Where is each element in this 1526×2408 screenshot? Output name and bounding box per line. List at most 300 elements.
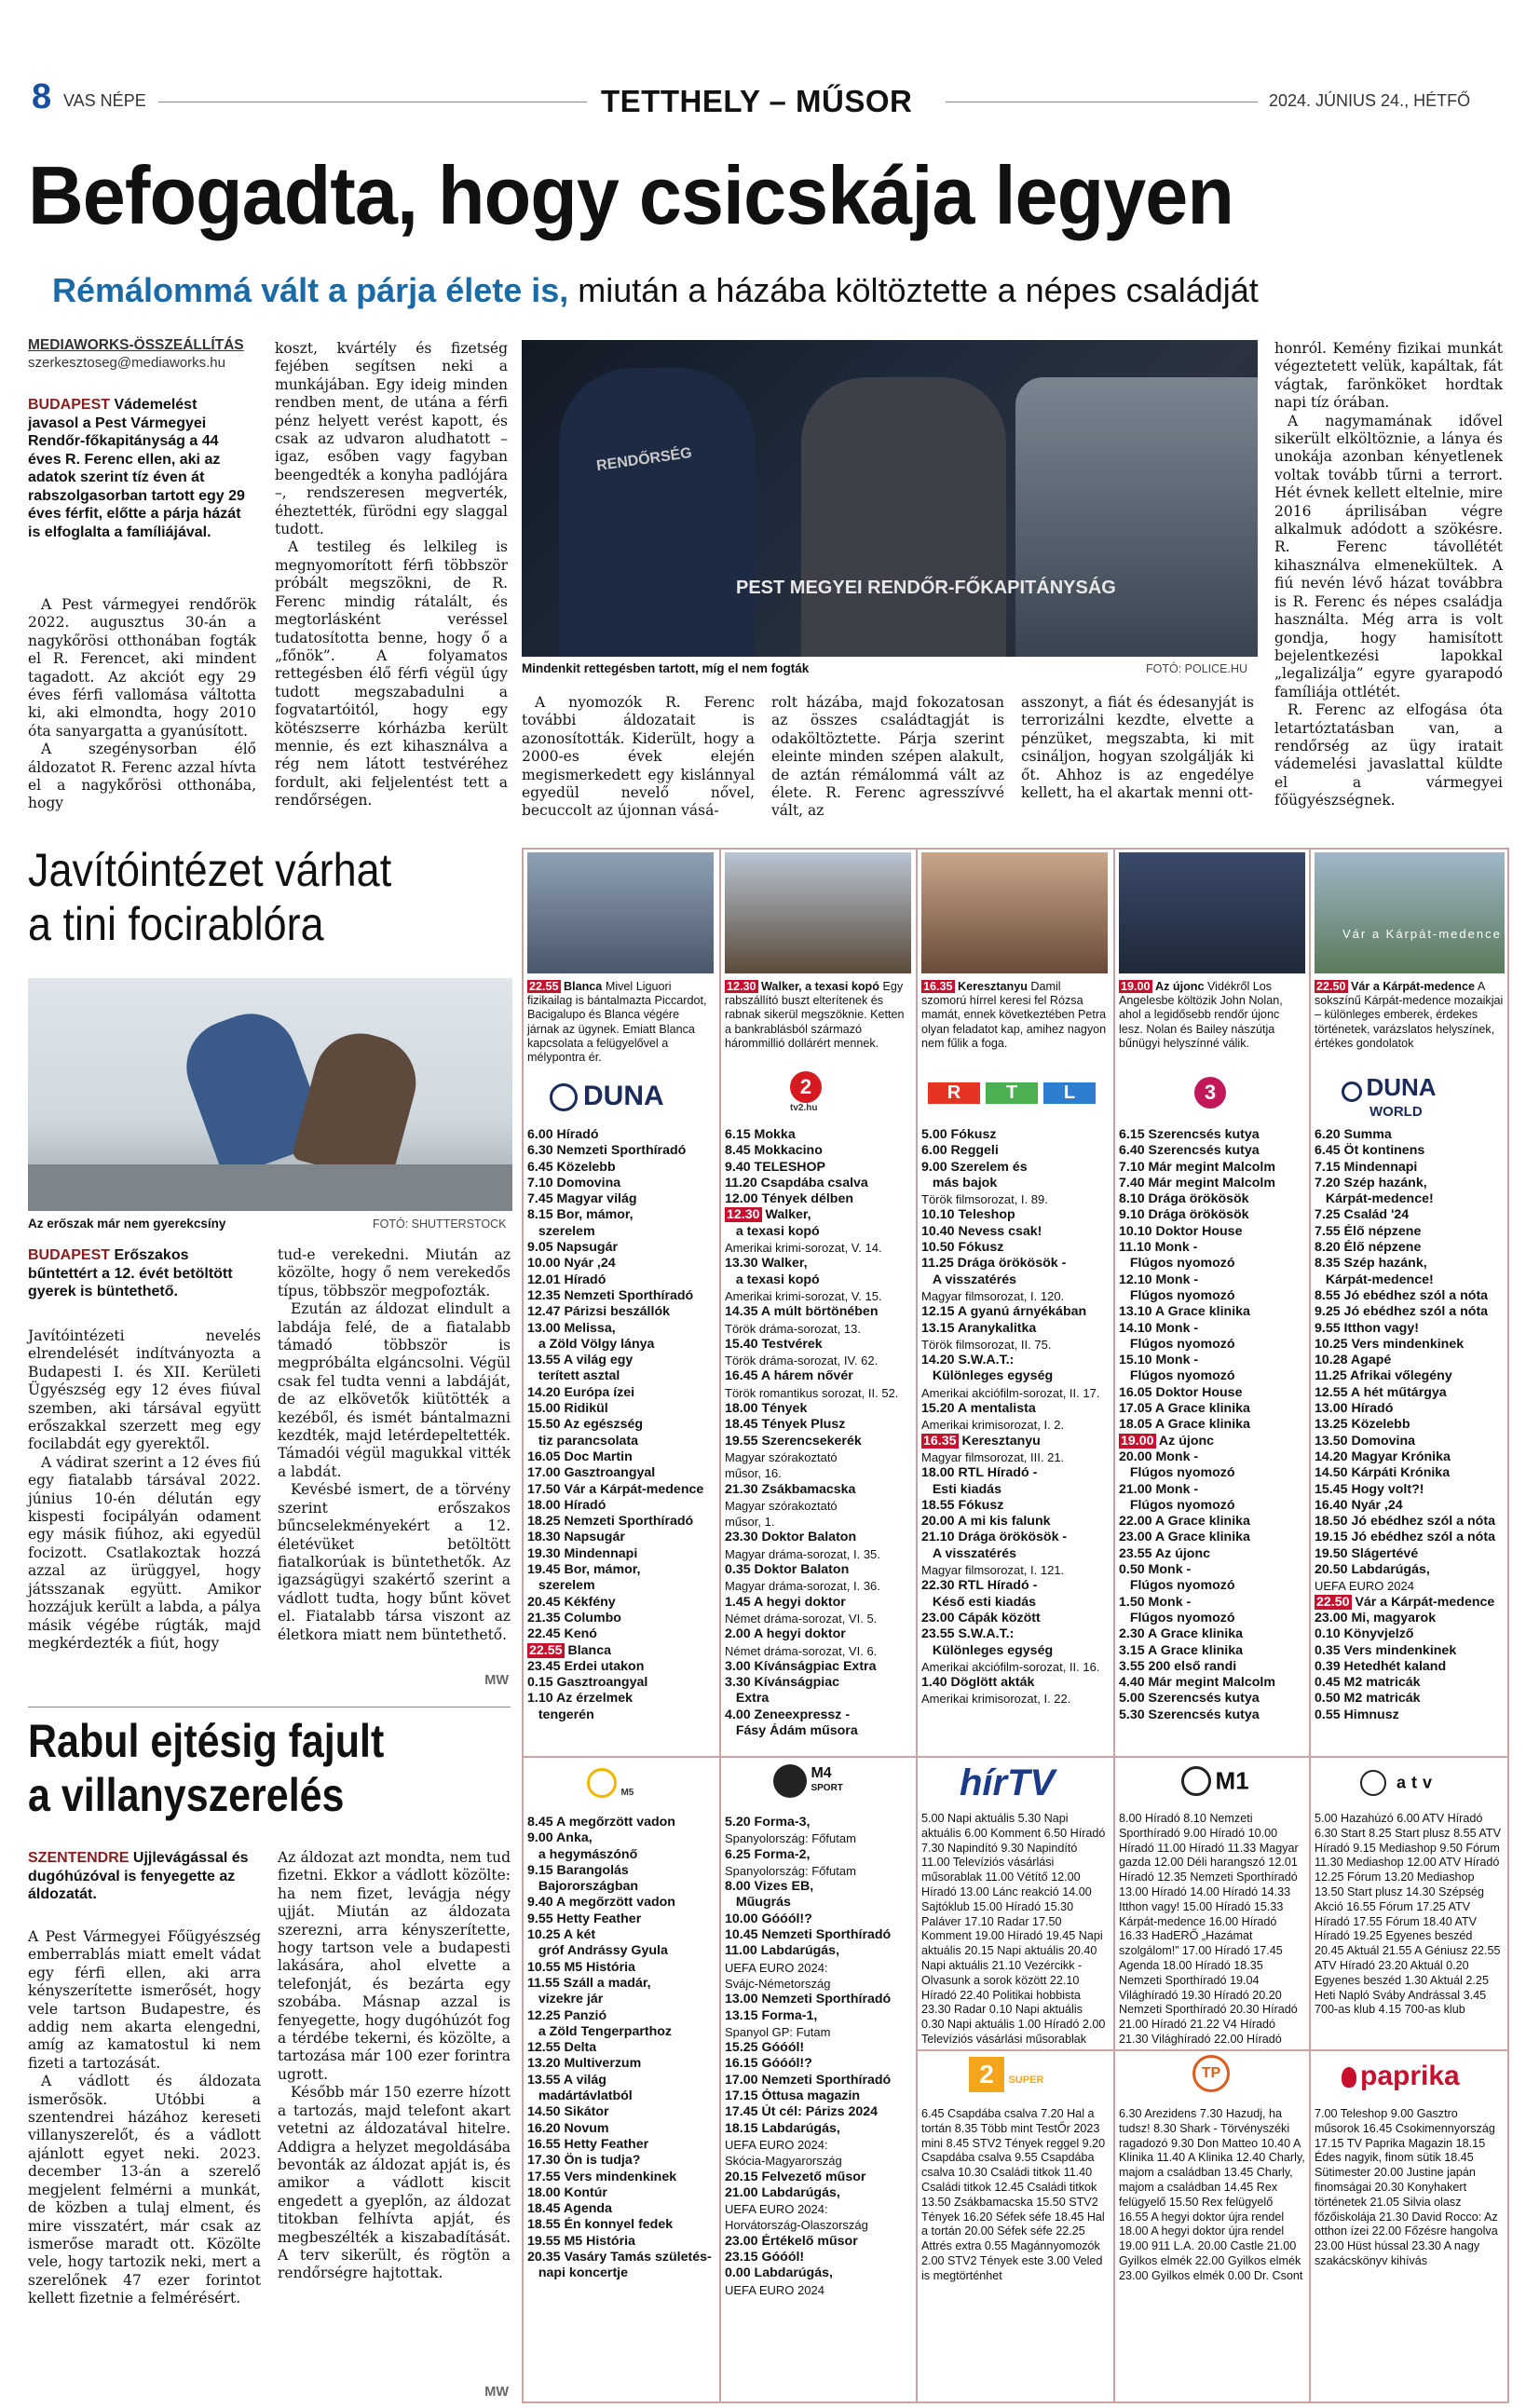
listing-entry: 4.00 Zeneexpressz - (725, 1707, 851, 1722)
main-col-4 (771, 694, 1004, 821)
promo-title: Vár a Kárpát-medence (1351, 980, 1476, 993)
paragraph: A nyomozók R. Ferenc további áldozatait is azonosították. Kiderült, hogy a 2000-es évek elején megismerkedett egy kislánnyal egyedül nevelő nővel, becuccolt az újonnan vásá- (522, 694, 755, 820)
listing-entry: Műugrás (725, 1895, 791, 1911)
promo-text: Egy rabszállító buszt elterítenek és rabnak sikerül megszöknie. Ketten a bankrablásból származó hárommillió dollárért mennek. (725, 980, 905, 1050)
channel-name: M4 (811, 1765, 832, 1781)
super-icon: 2 (969, 2057, 1004, 2092)
paragraph: Kevésbé ismert, de a törvény szerint erőszakos bűncselekményekért a 12. életévüket betöltött fiatalkorúak is büntethetők. Az igazságügyi szakértő szerint a vádlott tudta, hogy bűnt követ el. Fiatalabb társa viszont az életkora miatt nem büntethető. (278, 1481, 511, 1643)
listing-entry: 17.05 A Grace klinika (1119, 1401, 1250, 1417)
listing-entry: Flúgos nyomozó (1119, 1287, 1235, 1303)
listing-entry: Amerikai krimisorozat, I. 2. (921, 1418, 1065, 1433)
listing-entry: 7.55 Élő népzene (1315, 1223, 1422, 1239)
listing-tv2 (725, 1127, 911, 1739)
listing-entry: 8.55 Jó ebédhez szól a nóta (1315, 1287, 1489, 1303)
channel-logo-rtl3 (1194, 1077, 1226, 1109)
listing-entry: 6.00 Reggeli (921, 1143, 999, 1159)
listing-entry: 2.30 A Grace klinika (1119, 1626, 1244, 1642)
channel-logo-hirtv: hírTV (960, 1762, 1056, 1803)
listing-entry: 23.30 Doktor Balaton (725, 1530, 857, 1545)
rtl-l-icon: L (1043, 1082, 1096, 1104)
listing-entry: 7.15 Mindennapi (1315, 1159, 1418, 1175)
listing-entry: Amerikai krimi-sorozat, V. 15. (725, 1288, 882, 1303)
listing-entry: 17.55 Vers mindenkinek (527, 2169, 677, 2184)
listing-entry: 6.20 Summa (1315, 1127, 1392, 1142)
promo-photo-karpat (1315, 852, 1505, 973)
listing-entry: a texasi kopó (725, 1223, 820, 1239)
channel-subname: WORLD (1369, 1104, 1423, 1120)
promo-keresztanyu (921, 980, 1108, 1051)
promo-text: Vidékről Los Angelesbe költözik John Nolan, ahol a legidősebb rendőr újonc lesz. Nolan és Bailey nászútja bűnügyi helyszínné válik. (1119, 980, 1283, 1050)
listing-entry: 8.45 Mokkacino (725, 1143, 823, 1159)
paragraph: Ezután az áldozat elindult a labdája felé, de a fiatalabb támadó többször is megpróbálta elgáncsolni. Végül csak fel tudta venni a labdáját, de az elkövetők kiütötték a kezéből, és ismét bántalmazni kezdték, majd letérdepeltették. Támadói végül magukkal vitték a labdát. (278, 1300, 511, 1480)
listing-entry: 20.35 Vasáry Tamás születés- (527, 2250, 712, 2265)
listing-entry: 18.00 Tények (725, 1401, 808, 1417)
story3-col-2 (278, 1849, 511, 2283)
listing-entry: 20.50 Labdarúgás, (1315, 1562, 1430, 1578)
listing-entry: 18.00 RTL Híradó - (921, 1465, 1038, 1481)
listing-entry: 22.55 Blanca (529, 1642, 611, 1658)
promo-photo-keresztanyu (921, 852, 1108, 973)
story2-signature: MW (484, 1673, 509, 1688)
story2-caption: Az erőszak már nem gyerekcsíny (28, 1217, 226, 1231)
listing-entry: 9.00 Anka, (527, 1830, 593, 1846)
listing-entry: UEFA EURO 2024 (725, 2282, 824, 2297)
listing-entry: 14.50 Sikátor (527, 2104, 609, 2120)
photo-suspect (801, 377, 1006, 657)
tv-vline-3 (1113, 848, 1115, 2403)
listing-entry: 19.00 Az újonc (1121, 1433, 1215, 1449)
lead-city: BUDAPEST (28, 1247, 111, 1263)
listing-entry: 17.00 Nemzeti Sporthíradó (725, 2072, 892, 2088)
listing-entry: 3.00 Kívánságpiac Extra (725, 1658, 877, 1674)
listing-entry: a hegymászónő (527, 1846, 638, 1862)
channel-name: M5 (620, 1788, 634, 1798)
channel-logo-duna (550, 1081, 664, 1112)
listing-entry: 5.00 Fókusz (921, 1127, 997, 1142)
listing-entry: 14.20 Európa ízei (527, 1384, 635, 1400)
listing-entry: 19.55 M5 História (527, 2233, 635, 2249)
listing-entry: Magyar szórakoztató (725, 1498, 838, 1513)
main-col-1 (28, 596, 256, 813)
promo-photo-ujonc (1119, 852, 1305, 973)
listing-entry: 15.45 Hogy volt?! (1315, 1481, 1424, 1497)
listing-entry: 0.10 Könyvjelző (1315, 1626, 1414, 1642)
subheadline-highlight: Rémálommá vált a párja élete is, (52, 271, 569, 309)
listing-entry: 6.45 Közelebb (527, 1159, 616, 1175)
listing-entry: 10.45 Nemzeti Sporthíradó (725, 1927, 892, 1943)
listing-rtl (921, 1127, 1108, 1707)
listing-entry: Flúgos nyomozó (1119, 1256, 1235, 1272)
listing-entry: Skócia-Magyarország (725, 2154, 842, 2169)
listing-entry: 13.30 Walker, (725, 1256, 808, 1272)
promo-ujonc (1119, 980, 1305, 1051)
listing-entry: 12.01 Híradó (527, 1272, 606, 1287)
channel-logo-rtl (928, 1082, 1096, 1104)
listing-entry: Amerikai akciófilm-sorozat, II. 16. (921, 1659, 1100, 1674)
story2-headline-line2: a tini focirablóra (28, 898, 324, 950)
listing-entry: 11.20 Csapdába csalva (725, 1175, 868, 1190)
story2-lead (28, 1246, 261, 1301)
listing-entry: Flúgos nyomozó (1119, 1336, 1235, 1352)
photo-vest-text: RENDŐRSÉG (595, 444, 693, 475)
listing-entry: 9.15 Barangolás (527, 1862, 629, 1878)
listing-m4 (725, 1815, 911, 2298)
channel-logo-tv2 (790, 1071, 822, 1113)
m4-icon (773, 1764, 807, 1798)
listing-entry: 10.00 Góóól!? (725, 1911, 812, 1926)
listing-entry: 18.05 A Grace klinika (1119, 1417, 1250, 1433)
listing-entry: 18.30 Napsugár (527, 1530, 625, 1545)
listing-entry: 18.00 Híradó (527, 1497, 606, 1513)
listing-entry: 7.40 Már megint Malcolm (1119, 1175, 1275, 1190)
listing-entry: napi koncertje (527, 2265, 629, 2281)
listing-duna (527, 1127, 714, 1723)
listing-entry: 9.00 Szerelem és (921, 1159, 1028, 1175)
listing-entry: 9.10 Drága örökösök (1119, 1207, 1249, 1223)
story3-signature: MW (484, 2385, 509, 2400)
tv-hline-1 (522, 1756, 1509, 1758)
listing-entry: 6.30 Nemzeti Sporthíradó (527, 1143, 687, 1159)
listing-entry: Német dráma-sorozat, VI. 6. (725, 1643, 878, 1658)
listing-entry: Magyar filmsorozat, III. 21. (921, 1449, 1065, 1464)
listing-entry: műsor, 1. (725, 1515, 775, 1530)
listing-entry: gróf Andrássy Gyula (527, 1943, 668, 1959)
listing-entry: 13.25 Közelebb (1315, 1417, 1410, 1433)
listing-entry: 9.55 Itthon vagy! (1315, 1320, 1419, 1336)
listing-entry: 21.00 Labdarúgás, (725, 2184, 840, 2200)
listing-entry: 16.05 Doc Martin (527, 1449, 633, 1464)
listing-entry: UEFA EURO 2024 (1315, 1579, 1414, 1594)
listing-entry: Magyar filmsorozat, I. 121. (921, 1563, 1065, 1578)
channel-logo-super (969, 2057, 1043, 2092)
paragraph: R. Ferenc az elfogása óta letartóztatásban van, a rendőrség az ügy iratait vádemelési javaslattal küldte el a vármegyei főügyészségnek. (1274, 701, 1503, 809)
listing-entry: 15.25 Góóól! (725, 2040, 805, 2056)
photo-boy-2 (291, 1023, 426, 1184)
listing-entry: Flúgos nyomozó (1119, 1368, 1235, 1384)
listing-entry: Német dráma-sorozat, VI. 5. (725, 1611, 878, 1626)
listing-entry: A visszatérés (921, 1545, 1016, 1561)
listing-entry: 12.55 Delta (527, 2040, 597, 2056)
photo-car (1015, 377, 1258, 657)
listing-entry: Spanyol GP: Futam (725, 2024, 831, 2039)
listing-entry: 23.45 Erdei utakon (527, 1658, 645, 1674)
listing-entry: 12.55 A hét műtárgya (1315, 1384, 1447, 1400)
listing-entry: 1.45 A hegyi doktor (725, 1594, 846, 1610)
tv-vline-2 (916, 848, 918, 2403)
listing-entry: 18.55 Én konnyel fedek (527, 2217, 674, 2233)
listing-entry: 0.39 Hetedhét kaland (1315, 1658, 1447, 1674)
listing-entry: tengerén (527, 1707, 594, 1722)
listing-entry: 10.55 M5 História (527, 1959, 635, 1975)
listing-entry: 22.30 RTL Híradó - (921, 1578, 1038, 1594)
listing-entry: 15.10 Monk - (1119, 1353, 1199, 1368)
highlight-time: 19.00 (1121, 1433, 1154, 1449)
listing-entry: 9.40 A megőrzött vadon (527, 1895, 675, 1911)
listing-entry: madártávlatból (527, 2088, 633, 2104)
rtl-r-icon: R (928, 1082, 980, 1104)
listing-entry: 22.45 Kenó (527, 1626, 597, 1642)
listing-entry: 11.25 Drága örökösök - (921, 1256, 1067, 1272)
listing-entry: 0.35 Doktor Balaton (725, 1562, 850, 1578)
photo-ground (28, 1164, 512, 1211)
story3-headline-line2: a villanyszerelés (28, 1769, 345, 1821)
listing-tp: 6.30 Arezidens 7.30 Hazudj, ha tudsz! 8.30 Shark - Törvényszéki ragadozó 9.30 Don Matteo 10.40 A Klinika 11.40 A Klinika 12.40 Charly, majom a családban 13.45 Charly, majom a családban 14.45 Rex felügyelő 15.50 Rex felügyelő 16.55 A hegyi doktor újra rendel 18.00 A hegyi doktor újra rendel 19.00 911 L.A. 20.00 Castle 21.00 Gyilkos elmék 22.00 Gyilkos elmék 23.00 Gyilkos elmék 0.00 Dr. Csont (1119, 2107, 1305, 2282)
listing-entry: 7.45 Magyar világ (527, 1191, 637, 1207)
listing-entry: 23.00 Értékelő műsor (725, 2233, 858, 2249)
paragraph: asszonyt, a fiát és édesanyját is terrorizálni kezdte, elvette a pénzüket, megszabta, ki mit csináljon, hogyan szolgálják ki őt. Ahhoz is az engedélye kellett, ha el akartak menni ott- (1021, 694, 1254, 802)
paragraph: A Pest vármegyei rendőrök 2022. augusztus 30-án a nagykőrösi otthonában fogták el R. Ferencet, aki mindent tagadott. Az akciót egy 29 éves férfi vallomása váltotta ki, aki elmondta, hogy 2010 óta sanyargatta a gyanúsított. (28, 596, 256, 740)
listing-entry: 23.00 Mi, magyarok (1315, 1610, 1437, 1626)
listing-entry: 16.35 Keresztanyu (923, 1433, 1041, 1449)
paper-name: VAS NÉPE (63, 91, 146, 110)
listing-entry: 12.35 Nemzeti Sporthíradó (527, 1287, 694, 1303)
listing-entry: Török dráma-sorozat, 13. (725, 1321, 861, 1336)
promo-time: 22.50 (1316, 980, 1346, 993)
lead-text: Erőszakos bűntettért a 12. évét betöltött gyerek is büntethető. (28, 1247, 233, 1299)
listing-entry: 19.30 Mindennapi (527, 1545, 638, 1561)
main-photo (522, 340, 1258, 657)
promo-blanca (527, 980, 714, 1065)
listing-entry: 10.10 Doktor House (1119, 1223, 1243, 1239)
listing-entry: 6.15 Mokka (725, 1127, 796, 1142)
listing-entry: szerelem (527, 1223, 595, 1239)
listing-entry: Amerikai krimisorozat, I. 22. (921, 1692, 1071, 1707)
listing-entry: Fásy Ádám műsora (725, 1722, 858, 1738)
story2-credit: FOTÓ: SHUTTERSTOCK (373, 1218, 507, 1231)
listing-entry: 10.00 Nyár ,24 (527, 1256, 616, 1272)
listing-entry: 6.40 Szerencsés kutya (1119, 1143, 1260, 1159)
channel-name: SUPER (1008, 2075, 1044, 2086)
tp-icon: TP (1192, 2055, 1230, 2092)
listing-entry: 10.40 Nevess csak! (921, 1223, 1042, 1239)
listing-entry: Török filmsorozat, II. 75. (921, 1337, 1052, 1352)
listing-entry: Kárpát-medence! (1315, 1191, 1434, 1207)
promo-time: 12.30 (727, 980, 756, 993)
listing-entry: 16.40 Nyár ,24 (1315, 1497, 1403, 1513)
listing-super: 6.45 Csapdába csalva 7.20 Hal a tortán 8.35 Több mint TestŐr 2023 mini 8.45 STV2 Tények reggel 9.20 Csapdába csalva 9.55 Csapdába csalva 10.30 Családi titkok 11.40 Családi titkok 12.45 Családi titkok 13.50 Zsákbamacska 15.50 STV2 Tények 16.20 Séfek séfe 18.45 Hal a tortán 20.00 Séfek séfe 22.25 Attrés extra 0.55 Magánnyomozók 2.00 STV2 Tények este 3.00 Veled is megtörténhet (921, 2107, 1106, 2282)
listing-entry: 13.20 Multiverzum (527, 2056, 642, 2072)
listing-entry: 17.15 Óttusa magazin (725, 2088, 861, 2104)
listing-entry: 14.20 S.W.A.T.: (921, 1353, 1015, 1368)
channel-name: DUNA (583, 1081, 664, 1111)
listing-entry: Flúgos nyomozó (1119, 1497, 1235, 1513)
listing-rtl3 (1119, 1127, 1305, 1723)
listing-entry: 12.15 A gyanú árnyékában (921, 1304, 1087, 1320)
main-photo-caption: Mindenkit rettegésben tartott, míg el nem fogták (522, 661, 810, 675)
listing-entry: 16.45 A hárem nővér (725, 1368, 853, 1384)
listing-paprika: 7.00 Teleshop 9.00 Gasztro műsorok 16.45 Csokimennyország 17.15 TV Paprika Magazin 18.15 Édes nagyik, finom sütik 18.45 Sütimester 20.00 Justine japán finomságai 20.30 Konyhakert történetek 21.05 Silvia olasz főzőiskolája 21.30 David Rocco: Az otthon ízei 22.00 Főzésre hangolva 23.00 Hüst hússal 23.30 A nagy szakácskönyv kihívás (1315, 2107, 1498, 2267)
listing-entry: 23.15 Góóól! (725, 2250, 805, 2265)
listing-entry: 0.50 M2 matricák (1315, 1691, 1421, 1707)
channel-logo-m4 (773, 1764, 843, 1798)
paragraph: honról. Kemény fizikai munkát végeztetett velük, kapáltak, fát vágtak, farönköket hordtak napi tíz órában. (1274, 340, 1503, 412)
listing-entry: Török romantikus sorozat, II. 52. (725, 1385, 899, 1400)
paragraph: Javítóintézeti nevelés elrendelését indítványozta a Budapesti I. és XII. Kerületi Ügyészség egy 12 éves fiúval szemben, aki társával együtt erőszakkal szerzett meg egy focilabdát egy gyerektől. (28, 1327, 261, 1453)
promo-text: Mivel Liguori fizikailag is bántalmazta Piccardot, Bacigalupo és Blanca végére járnak az ügynek. Emiatt Blanca kapcsolata a felügyelővel a mélypontra ér. (527, 980, 707, 1065)
listing-entry: 8.20 Élő népzene (1315, 1240, 1422, 1256)
listing-entry: 7.20 Szép hazánk, (1315, 1175, 1427, 1190)
listing-entry: 0.00 Labdarúgás, (725, 2265, 833, 2281)
listing-entry: 8.35 Szép hazánk, (1315, 1256, 1427, 1272)
listing-entry: 8.00 Vizes EB, (725, 1879, 814, 1895)
story2-col-1 (28, 1327, 261, 1653)
listing-entry: 21.30 Zsákbamacska (725, 1481, 856, 1497)
paragraph: A nagymamának idővel sikerült elköltöznie, a lánya és unokája azonban kényetlenek voltak tovább tűrni a terrort. Hét évnek kellett eltelnie, mire 2016 áprilisában végre alkalmuk adódott a szökésre. R. Ferenc távollétét kihasználva elmenekültek. A fiú nevén lévő házat továbbra is R. Ferenc és népes családja használta. Még arra is volt gondja, hogy hamisított bejelentkezési lapokkal „legalizálja” egyre gyarapodó famíliája ottlétét. (1274, 412, 1503, 701)
listing-entry: 13.50 Domovina (1315, 1433, 1416, 1449)
listing-entry: 8.45 A megőrzött vadon (527, 1815, 675, 1830)
listing-entry: 1.50 Monk - (1119, 1594, 1192, 1610)
listing-entry: 11.55 Száll a madár, (527, 1975, 651, 1991)
listing-entry: 6.15 Szerencsés kutya (1119, 1127, 1260, 1142)
listing-entry: a Zöld Völgy lánya (527, 1336, 655, 1352)
listing-entry: 5.00 Szerencsés kutya (1119, 1691, 1260, 1707)
listing-entry: 16.55 Hetty Feather (527, 2136, 649, 2152)
listing-entry: 5.30 Szerencsés kutya (1119, 1707, 1260, 1722)
highlight-time: 12.30 (727, 1207, 760, 1223)
channel-logo-tp (1192, 2055, 1230, 2092)
m5-icon (587, 1768, 617, 1798)
listing-entry: 22.00 A Grace klinika (1119, 1514, 1250, 1530)
story3-col-1 (28, 1928, 261, 2308)
listing-hirtv: 5.00 Napi aktuális 5.30 Napi aktuális 6.00 Komment 6.50 Híradó 7.30 Napindító 9.30 Napindító 11.00 Televíziós vásárlási műsorablak 11.00 Vétítő 12.00 Híradó 13.00 Lánc reakció 14.00 Sajtóklub 15.00 Híradó 15.30 Paláver 17.10 Radar 17.50 Komment 19.00 Híradó 19.45 Napi aktuális 20.15 Napi aktuális 20.40 Napi aktuális 21.10 Vezércikk - Olvasunk a sorok között 22.10 Híradó 22.40 Politikai hobbista 23.30 Radar 0.10 Napi aktuális 0.30 Napi aktuális 1.00 Híradó 2.00 Televíziós vásárlási műsorablak (921, 1812, 1106, 2046)
channel-logo-atv (1360, 1770, 1437, 1796)
listing-entry: 16.05 Doktor House (1119, 1384, 1243, 1400)
listing-entry: 8.10 Drága örökösök (1119, 1191, 1249, 1207)
listing-entry: 21.10 Drága örökösök - (921, 1530, 1068, 1545)
listing-entry: 15.20 A mentalista (921, 1401, 1036, 1417)
paragraph: A vádirat szerint a 12 éves fiú egy fiatalabb társával 2022. június 10-én délután egy kispesti focipályán odament egy másik fiúhoz, aki egyedül focizott. Csatlakoztak hozzá azzal az ürüggyel, hogy játsszanak együtt. Amikor hozzájuk került a labda, a pálya másik végébe rúgták, majd megkérdezték a fiút, hogy (28, 1453, 261, 1652)
listing-entry: 23.00 A Grace klinika (1119, 1530, 1250, 1545)
listing-entry: 15.40 Testvérek (725, 1336, 823, 1352)
listing-entry: 10.25 A két (527, 1927, 596, 1943)
listing-entry: 6.25 Forma-2, (725, 1846, 811, 1862)
listing-entry: A visszatérés (921, 1272, 1016, 1287)
listing-entry: Magyar filmsorozat, I. 120. (921, 1288, 1065, 1303)
channel-subname: SPORT (811, 1783, 843, 1793)
listing-entry: 21.00 Monk - (1119, 1481, 1199, 1497)
channel-name: M1 (1215, 1766, 1249, 1795)
highlight-time: 22.50 (1316, 1594, 1350, 1610)
listing-entry: 18.55 Fókusz (921, 1497, 1004, 1513)
byline-source: MEDIAWORKS-ÖSSZEÁLLÍTÁS (28, 337, 244, 353)
listing-entry: Svájc-Németország (725, 1976, 831, 1991)
story2-photo (28, 978, 512, 1211)
paragraph: Később már 150 ezerre hízott a tartozás, majd telefont akart vetetni az áldozatával hitelre. Addigra a helyzet megoldásába bevonták az áldozat apját is, és amikor a vádlott kiscit engedett a gyeplőn, az áldozat titokban felhívta apját, és megbeszélték a kiszabadítását. A terv sikerült, és rögtön a rendőrségre hajtottak. (278, 2084, 511, 2282)
listing-entry: 10.10 Teleshop (921, 1207, 1015, 1223)
listing-entry: 0.45 M2 matricák (1315, 1675, 1421, 1691)
listing-entry: 1.10 Az érzelmek (527, 1691, 634, 1707)
listing-entry: más bajok (921, 1175, 998, 1190)
listing-atv: 5.00 Hazahúzó 6.00 ATV Híradó 6.30 Start 8.25 Start plusz 8.55 ATV Híradó 9.15 Mediashop 9.50 Fórum 11.30 Mediashop 12.00 ATV Híradó 12.25 Fórum 13.20 Mediashop 13.50 Start plusz 14.30 Szépség Akció 16.55 Fórum 17.25 ATV Híradó 17.55 Fórum 18.40 ATV Híradó 19.25 Egyenes beszéd 20.45 Aktuál 21.55 A Géniusz 22.55 ATV Híradó 23.20 Aktuál 0.20 Egyenes beszéd 1.30 Aktuál 2.25 Heti Napló Sváby Andrással 3.45 700-as klub 4.15 700-as klub (1315, 1812, 1501, 2017)
listing-entry: Horvátország-Olaszország (725, 2218, 868, 2233)
promo-photo-walker (725, 852, 911, 973)
listing-entry: 9.05 Napsugár (527, 1240, 618, 1256)
listing-entry: 3.55 200 első randi (1119, 1658, 1237, 1674)
subheadline-rest: miután a házába költöztette a népes családját (568, 271, 1259, 309)
story3-lead (28, 1849, 261, 1904)
listing-entry: Spanyolország: Főfutam (725, 1831, 856, 1846)
rtl-t-icon: T (986, 1082, 1038, 1104)
listing-entry: 13.55 A világ (527, 2072, 606, 2088)
listing-entry: 14.50 Kárpáti Krónika (1315, 1465, 1451, 1481)
story2-headline (28, 843, 391, 951)
promo-time: 22.55 (529, 980, 559, 993)
listing-entry: 18.00 Kontúr (527, 2184, 607, 2200)
highlight-time: 22.55 (529, 1642, 563, 1658)
listing-entry: 13.00 Nemzeti Sporthíradó (725, 1992, 892, 2007)
lead-city: BUDAPEST (28, 397, 111, 413)
listing-entry: Magyar szórakoztató (725, 1449, 838, 1464)
promo-photo-karpat-banner: Vár a Kárpát-medence (1342, 927, 1502, 941)
listing-entry: Flúgos nyomozó (1119, 1578, 1235, 1594)
listing-entry: 0.15 Gasztroangyal (527, 1675, 648, 1691)
listing-entry: 7.25 Család '24 (1315, 1207, 1410, 1223)
tv-vline-4 (1309, 848, 1311, 2403)
listing-entry: 8.15 Bor, mámor, (527, 1207, 634, 1223)
main-col-6 (1274, 340, 1503, 810)
listing-entry: Kárpát-medence! (1315, 1272, 1434, 1287)
listing-entry: 13.00 Melissa, (527, 1320, 616, 1336)
listing-entry: vizekre jár (527, 1992, 604, 2007)
listing-entry: 19.55 Szerencsekerék (725, 1433, 862, 1449)
story2-headline-line1: Javítóintézet várhat (28, 844, 392, 896)
main-col-3 (522, 694, 755, 821)
listing-entry: Flúgos nyomozó (1119, 1610, 1235, 1626)
tv-hline-2 (916, 2049, 1509, 2051)
listing-m5 (527, 1815, 714, 2282)
promo-text: Damil szomorú hírrel keresi fel Rózsa mamát, ennek következtében Petra olyan feladatot kap, amihez nagyon nem fűlik a foga. (921, 980, 1107, 1050)
listing-entry: 17.50 Vár a Kárpát-medence (527, 1481, 704, 1497)
listing-m1: 8.00 Híradó 8.10 Nemzeti Sporthíradó 9.00 Híradó 10.00 Híradó 11.00 Híradó 11.33 Magyar gazda 12.00 Déli harangszó 12.01 Híradó 12.35 Nemzeti Sporthíradó 13.00 Híradó 14.00 Híradó 14.33 Itthon vagy! 15.00 Híradó 15.33 Kárpát-medence 16.00 Híradó 16.33 HadERŐ „Hazámat szolgálom!” 17.00 Híradó 17.45 Agenda 18.00 Híradó 18.35 Nemzeti Sporthíradó 19.04 Világhíradó 19.30 Híradó 20.20 Nemzeti Sporthíradó 20.30 Híradó 21.00 Híradó 21.22 V4 Híradó 21.30 Világhíradó 22.00 Híradó (1119, 1812, 1299, 2046)
listing-entry: Késő esti kiadás (921, 1594, 1037, 1610)
listing-entry: szerelem (527, 1578, 595, 1594)
listing-entry: 11.00 Labdarúgás, (725, 1943, 840, 1959)
highlight-time: 16.35 (923, 1433, 957, 1449)
listing-entry: 12.47 Párizsi beszállók (527, 1304, 671, 1320)
listing-entry: 20.00 Monk - (1119, 1449, 1199, 1464)
listing-entry: a texasi kopó (725, 1272, 820, 1287)
listing-entry: Magyar dráma-sorozat, I. 36. (725, 1579, 880, 1594)
listing-entry: 9.55 Hetty Feather (527, 1911, 642, 1926)
listing-entry: Extra (725, 1691, 770, 1707)
listing-entry: 3.30 Kívánságpiac (725, 1675, 840, 1691)
listing-entry: 13.00 Híradó (1315, 1401, 1394, 1417)
listing-entry: UEFA EURO 2024: (725, 1960, 828, 1975)
listing-entry: 6.45 Öt kontinens (1315, 1143, 1425, 1159)
listing-entry: 15.50 Az egészség (527, 1417, 644, 1433)
listing-entry: 7.10 Már megint Malcolm (1119, 1159, 1275, 1175)
listing-entry: 21.35 Columbo (527, 1610, 621, 1626)
listing-entry: 12.10 Monk - (1119, 1272, 1199, 1287)
listing-entry: 10.50 Fókusz (921, 1240, 1004, 1256)
listing-entry: 18.45 Agenda (527, 2201, 612, 2217)
listing-entry: 20.00 A mi kis falunk (921, 1514, 1051, 1530)
listing-entry: 23.00 Cápák között (921, 1610, 1041, 1626)
listing-entry: Amerikai krimi-sorozat, V. 14. (725, 1241, 882, 1256)
listing-entry: 0.55 Himnusz (1315, 1707, 1399, 1722)
photo-watermark: PEST MEGYEI RENDŐR-FŐKAPITÁNYSÁG (736, 578, 1116, 598)
rtl3-icon: 3 (1194, 1077, 1226, 1109)
channel-name: atv (1397, 1773, 1438, 1792)
paragraph: koszt, kvártély és fizetség fejében segítsen neki a munkájában. Egy ideig minden rendben ment, de utána a férfi pénz helyett verést kapott, és csak az udvaron aludhatott – igaz, esőben vagy fagyban beengedték a konyha padlójára –, rendszeresen megverték, éheztették, fürödni egy slaggal tudott. (275, 340, 508, 538)
listing-entry: 23.55 S.W.A.T.: (921, 1626, 1015, 1642)
listing-entry: 0.35 Vers mindenkinek (1315, 1642, 1457, 1658)
listing-entry: 19.15 Jó ebédhez szól a nóta (1315, 1530, 1495, 1545)
promo-title: Blanca (564, 980, 603, 993)
listing-entry: 11.25 Afrikai vőlegény (1315, 1368, 1452, 1384)
listing-entry: tiz parancsolata (527, 1433, 639, 1449)
issue-date: 2024. JÚNIUS 24., HÉTFŐ (1269, 91, 1471, 110)
